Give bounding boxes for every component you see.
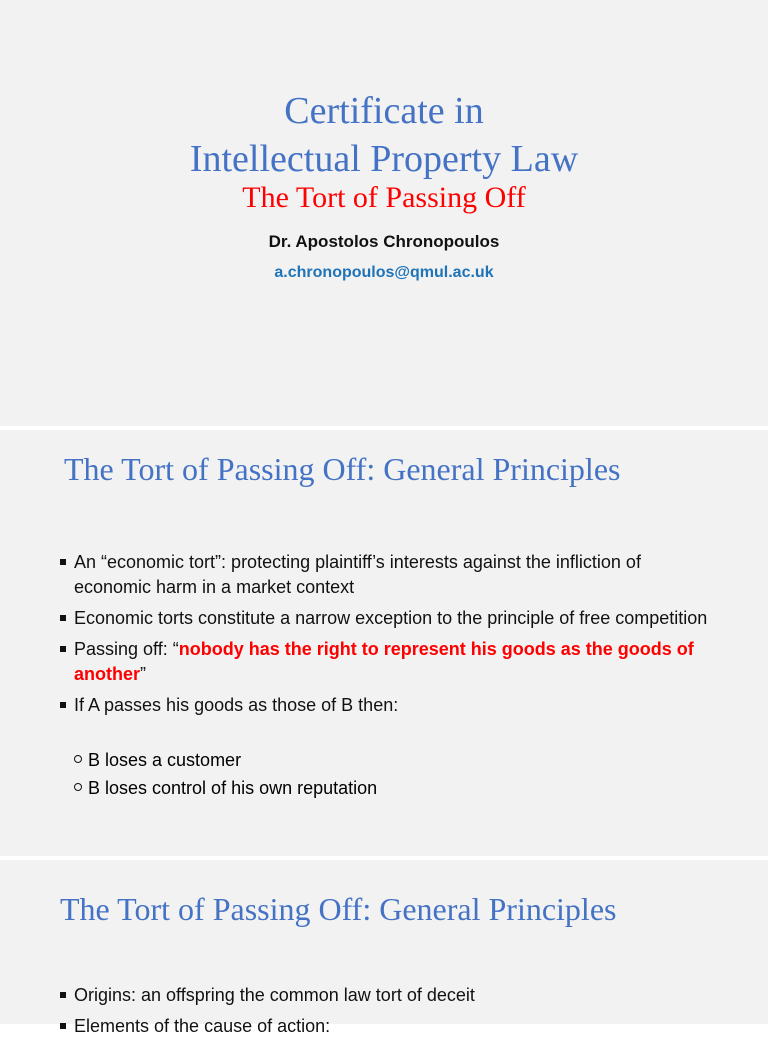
bullet-prefix: Passing off: “ <box>74 639 179 659</box>
circle-bullet-icon <box>74 755 82 763</box>
bullet-list <box>58 550 708 724</box>
sub-bullet-item <box>58 774 708 802</box>
author-name: Dr. Apostolos Chronopoulos <box>268 232 500 251</box>
author-email-link[interactable]: a.chronopoulos@qmul.ac.uk <box>274 264 494 281</box>
slide-title: The Tort of Passing Off: General Principles <box>64 451 621 487</box>
bullet-item: An “economic tort”: protecting plaintiff’s interests against the infliction of economic harm in a market context <box>58 550 708 600</box>
principles-slide-1 <box>0 430 768 856</box>
sub-bullet-item <box>58 746 708 774</box>
title-line-1: Certificate in <box>284 90 484 132</box>
slide-subtitle: The Tort of Passing Off <box>242 181 526 214</box>
highlighted-quote: nobody has the right to represent his goods as the goods of another <box>74 639 694 684</box>
sub-bullet-text: B loses a customer <box>88 750 242 770</box>
bullet-list <box>58 983 708 1045</box>
sub-bullet-text: B loses control of his own reputation <box>88 778 378 798</box>
bullet-item: Elements of the cause of action: <box>58 1014 708 1039</box>
bullet-item: If A passes his goods as those of B then: <box>58 693 708 718</box>
slide-title: The Tort of Passing Off: General Principles <box>60 891 617 927</box>
sub-bullet-list <box>58 746 708 802</box>
title-slide <box>0 0 768 426</box>
title-line-2: Intellectual Property Law <box>189 138 579 180</box>
principles-slide-2 <box>0 860 768 1036</box>
bullet-item: Economic torts constitute a narrow exception to the principle of free competition <box>58 606 708 631</box>
circle-bullet-icon <box>74 783 82 791</box>
bullet-suffix: ” <box>140 664 147 684</box>
bullet-item-passing-off <box>58 637 708 687</box>
bullet-item: Origins: an offspring the common law tort of deceit <box>58 983 708 1008</box>
